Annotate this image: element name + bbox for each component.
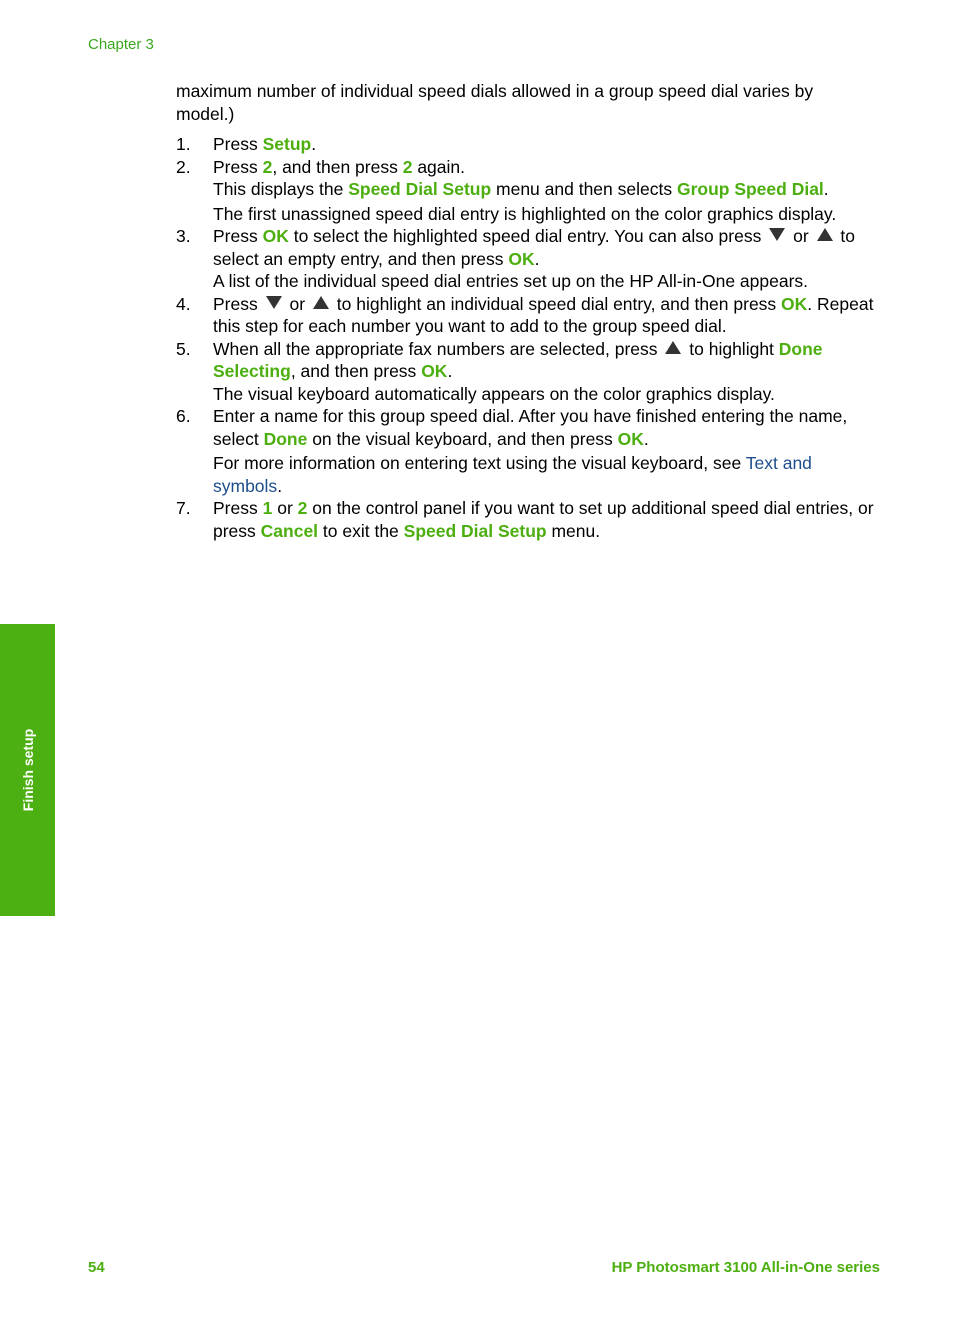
step-text: Press [213,293,263,314]
page-content [176,80,876,542]
step-number: 6. [176,406,191,426]
step-text: When all the appropriate fax numbers are selected, press [213,338,663,359]
step-number: 2. [176,156,191,177]
keyword: Done Selecting [213,338,823,381]
step-1 [176,133,876,156]
footer-title: HP Photosmart 3100 All-in-One series [611,1259,880,1276]
step-note: A list of the individual speed dial entries set up on the HP All-in-One appears. [213,271,809,291]
up-arrow-icon [665,341,681,354]
step-text: Press [213,134,263,154]
side-tab-label: Finish setup [20,728,36,812]
step-note: The visual keyboard automatically appears on the color graphics display. [213,383,775,404]
keyword: Speed Dial Setup [403,520,547,541]
step-text: , and then press [290,361,422,381]
intro-paragraph: maximum number of individual speed dials allowed in a group speed dial varies by model.) [176,81,814,124]
keyword: OK [781,293,808,314]
keyword: Group Speed Dial [676,179,824,199]
step-text: . [311,134,317,154]
step-text: menu and then selects [491,179,677,199]
keyword: Setup [262,134,312,154]
keyword: OK [421,361,448,381]
chapter-label: Chapter 3 [88,36,154,53]
step-text: to exit the [318,520,404,541]
step-number: 5. [176,338,191,359]
keyword: OK [508,248,535,269]
step-5 [176,338,876,406]
keyword: 2 [402,156,413,177]
down-arrow-icon [769,228,785,241]
step-text: Press [213,498,263,518]
step-7 [176,497,876,542]
step-text: on the visual keyboard, and then press [307,428,618,449]
step-text: to select an empty entry, and then press [213,226,855,269]
step-number: 7. [176,498,191,518]
step-text: For more information on entering text using the visual keyboard, see [213,453,746,473]
page-number: 54 [88,1259,105,1276]
step-text: or [272,498,298,518]
step-text: again. [412,156,465,177]
step-text: . [447,361,453,381]
keyword: 2 [297,498,308,518]
keyword: Speed Dial Setup [348,179,492,199]
step-text: . [643,428,649,449]
step-text: . [823,179,829,199]
step-note: The first unassigned speed dial entry is highlighted on the color graphics display. [213,203,837,224]
step-text: This displays the [213,179,349,199]
keyword: 2 [262,156,273,177]
step-text: to highlight [684,338,779,359]
up-arrow-icon [817,228,833,241]
keyword: 1 [262,498,273,518]
keyword: OK [617,428,644,449]
step-text: on the control panel if you want to set up additional speed dial entries, or press [213,498,874,541]
step-text: or [788,226,814,246]
step-number: 3. [176,226,191,246]
step-text: Press [213,156,263,177]
keyword: OK [262,226,289,246]
step-text: to select the highlighted speed dial entry. You can also press [288,226,767,246]
keyword: Done [263,428,308,449]
text-and-symbols-link[interactable]: Text and symbols [213,453,812,496]
step-6 [176,405,876,497]
keyword: Cancel [260,520,319,541]
step-text: to highlight an individual speed dial entry, and then press [331,293,782,314]
step-3 [176,225,876,293]
step-4 [176,293,876,338]
up-arrow-icon [313,296,329,309]
step-2 [176,156,876,226]
step-number: 4. [176,293,191,314]
step-text: or [284,293,310,314]
step-text: , and then press [272,156,403,177]
down-arrow-icon [266,296,282,309]
step-number: 1. [176,134,191,154]
step-text: . [277,475,283,496]
step-text: . [534,248,540,269]
step-text: Press [213,226,263,246]
step-text: Enter a name for this group speed dial. After you have finished entering the name, select [213,406,848,449]
step-text: . Repeat this step for each number you want to add to the group speed dial. [213,293,874,336]
step-text: menu. [546,520,601,541]
